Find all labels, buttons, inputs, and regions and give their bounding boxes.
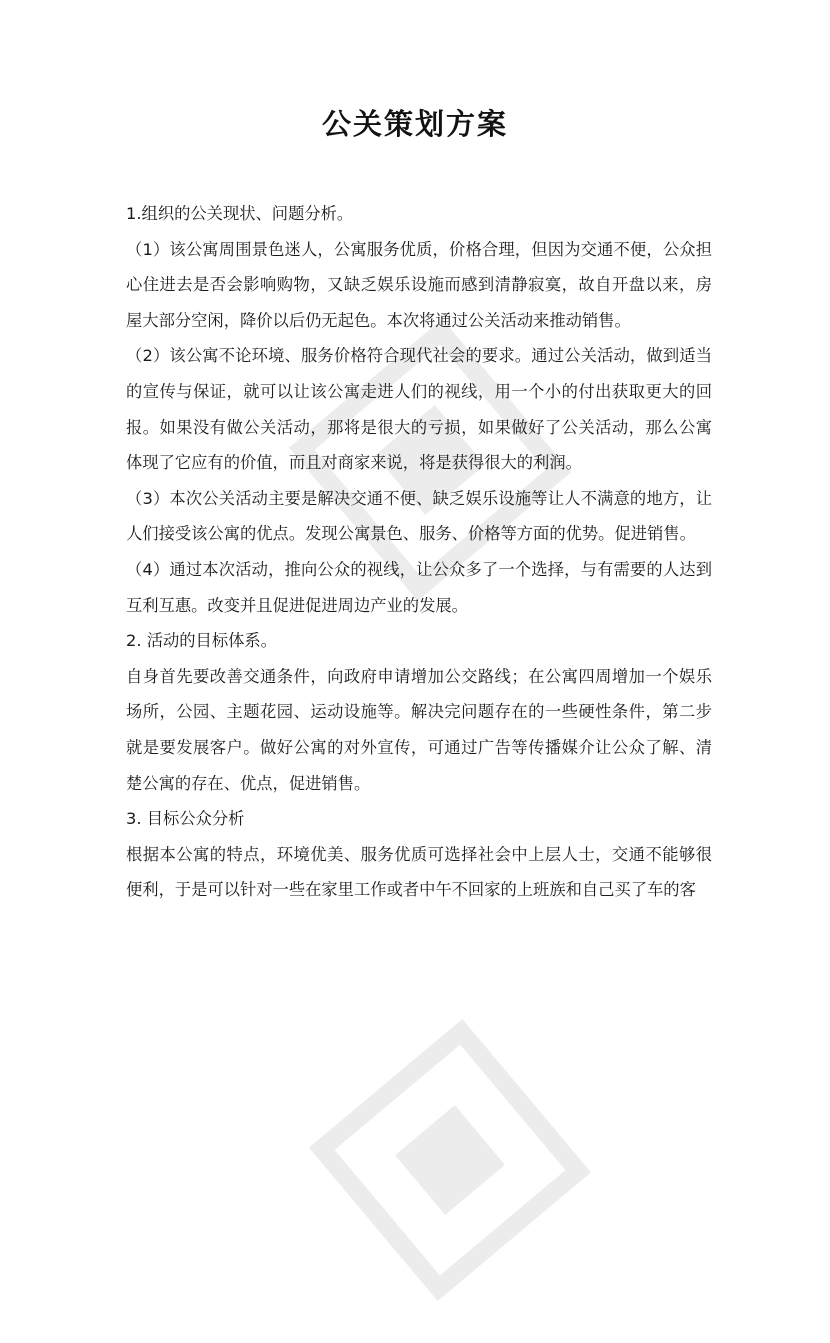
paragraph: 根据本公寓的特点，环境优美、服务优质可选择社会中上层人士，交通不能够很便利，于是可以针对一些在家里工作或者中午不回家的上班族和自己买了车的客 (126, 844, 712, 900)
paragraph: 自身首先要改善交通条件，向政府申请增加公交路线；在公寓四周增加一个娱乐场所，公园、主题花园、运动设施等。解决完问题存在的一些硬性条件，第二步就是要发展客户。做好公寓的对外宣传，可通过广告等传播媒介让公众了解、清楚公寓的存在、优点，促进销售。 (126, 666, 712, 793)
page-title: 公关策划方案 (321, 107, 508, 141)
document-body (126, 196, 712, 908)
watermark-icon (267, 977, 633, 1343)
paragraph: （1）该公寓周围景色迷人，公寓服务优质，价格合理，但因为交通不便，公众担心住进去是否会影响购物，又缺乏娱乐设施而感到清静寂寞，故自开盘以来，房屋大部分空闲，降价以后仍无起色。本次将通过公关活动来推动销售。 (126, 239, 712, 330)
section-heading: 3. 目标公众分析 (126, 809, 245, 829)
paragraph: （2）该公寓不论环境、服务价格符合现代社会的要求。通过公关活动，做到适当的宣传与保证，就可以让该公寓走进人们的视线，用一个小的付出获取更大的回报。如果没有做公关活动，那将是很大的亏损，如果做好了公关活动，那么公寓体现了它应有的价值，而且对商家来说，将是获得很大的利润。 (126, 346, 712, 473)
paragraph: （4）通过本次活动，推向公众的视线，让公众多了一个选择，与有需要的人达到互利互惠。改变并且促进促进周边产业的发展。 (126, 559, 712, 615)
section-heading: 1.组织的公关现状、问题分析。 (126, 204, 354, 223)
paragraph: （3）本次公关活动主要是解决交通不便、缺乏娱乐设施等让人不满意的地方，让人们接受该公寓的优点。发现公寓景色、服务、价格等方面的优势。促进销售。 (126, 488, 712, 544)
section-heading: 2. 活动的目标体系。 (126, 631, 277, 651)
